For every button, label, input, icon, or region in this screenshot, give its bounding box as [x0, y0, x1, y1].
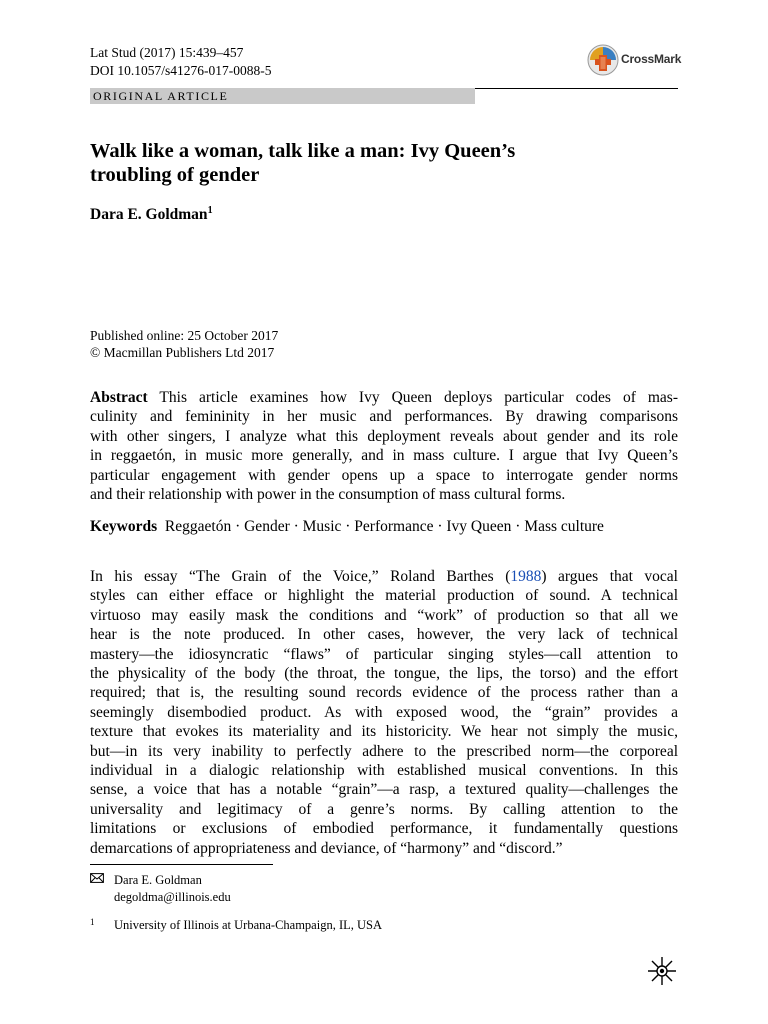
journal-header	[90, 44, 272, 80]
abstract-line: with other singers, I analyze what this deployment reveals about gender and its role	[90, 427, 678, 445]
body-line: universality and legitimacy of a genre’s norms. By calling attention to the	[90, 800, 678, 818]
crossmark-label: CrossMark	[621, 52, 682, 66]
envelope-icon	[90, 872, 104, 889]
abstract-line: in reggaetón, in music more generally, and in mass culture. I argue that Ivy Queen’s	[90, 447, 678, 465]
title-line: troubling of gender	[90, 164, 260, 186]
affiliation-number: 1	[90, 917, 95, 927]
affiliation-text: University of Illinois at Urbana-Champaign, IL, USA	[114, 918, 383, 932]
springer-logo-icon	[646, 955, 678, 987]
article-title	[90, 139, 680, 187]
abstract	[90, 388, 678, 504]
body-line: sense, a voice that has a notable “grain”—a rasp, a textured quality—challenges the	[90, 781, 678, 799]
body-line: mastery—the idiosyncratic “flaws” of particular singing styles—call attention to	[90, 645, 678, 663]
body-line: the physicality of the body (the throat, the tongue, the lips, the torso) and the effort	[90, 665, 678, 683]
article-type-label: ORIGINAL ARTICLE	[90, 88, 475, 104]
copyright: © Macmillan Publishers Ltd 2017	[90, 345, 275, 360]
author-byline	[90, 205, 213, 224]
keywords	[90, 517, 678, 536]
keywords-line	[90, 517, 678, 536]
body-line: demarcations of appropriateness and deviance, of “harmony” and “discord.”	[90, 839, 563, 857]
citation-link[interactable]: 1988	[510, 568, 542, 585]
body-line: seemingly disembodied product. As with exposed wood, the “grain” provides a	[90, 703, 678, 721]
body-line	[90, 567, 678, 586]
crossmark-icon	[587, 43, 619, 79]
crossmark-badge[interactable]	[587, 43, 697, 79]
body-line: styles can either efface or highlight the material production of sound. A technical	[90, 587, 678, 605]
title-line: Walk like a woman, talk like a man: Ivy Queen’s	[90, 140, 516, 162]
body-paragraph	[90, 567, 678, 858]
keywords-text: Reggaetón · Gender · Music · Performance · Ivy Queen · Mass culture	[164, 518, 604, 535]
abstract-line: particular engagement with gender opens up a space to interrogate gender norms	[90, 466, 678, 484]
corresponding-name: Dara E. Goldman	[114, 873, 202, 887]
doi[interactable]: DOI 10.1057/s41276-017-0088-5	[90, 63, 272, 78]
header-rule	[475, 88, 678, 89]
keywords-label: Keywords	[90, 518, 158, 535]
body-line: hear is the note produced. In other cases, however, the very lack of technical	[90, 626, 678, 644]
body-text: In his essay “The Grain of the Voice,” Roland Barthes (	[90, 568, 511, 585]
body-line: required; that is, the resulting sound records evidence of the process rather than a	[90, 684, 678, 702]
publication-info	[90, 327, 278, 361]
abstract-line: and their relationship with power in the consumption of mass cultural forms.	[90, 486, 566, 504]
body-line: virtuoso may easily mask the conditions and “work” of production so that all we	[90, 606, 678, 624]
email-link[interactable]: degoldma@illinois.edu	[114, 890, 231, 904]
body-line: texture that evokes its materiality and its historicity. We hear not simply the music,	[90, 723, 678, 741]
body-text: ) argues that vocal	[541, 568, 678, 585]
body-line: but—in its very inability to perfectly adhere to the prescribed norm—the corporeal	[90, 742, 678, 760]
corresponding-details	[114, 872, 231, 906]
body-line: individual in a dialogic relationship with established musical conventions. In this	[90, 762, 678, 780]
abstract-line: culinity and femininity in her music and performances. By drawing comparisons	[90, 408, 678, 426]
abstract-line	[90, 388, 678, 407]
journal-citation: Lat Stud (2017) 15:439–457	[90, 45, 244, 60]
author-name: Dara E. Goldman	[90, 206, 208, 224]
footnote-rule	[90, 864, 273, 865]
published-date: Published online: 25 October 2017	[90, 328, 279, 343]
abstract-text: This article examines how Ivy Queen deploys particular codes of mas-	[159, 389, 678, 406]
body-line: limitations or exclusions of embodied performance, it fundamentally questions	[90, 820, 678, 838]
author-affiliation-mark: 1	[207, 205, 213, 216]
abstract-label: Abstract	[90, 389, 148, 406]
